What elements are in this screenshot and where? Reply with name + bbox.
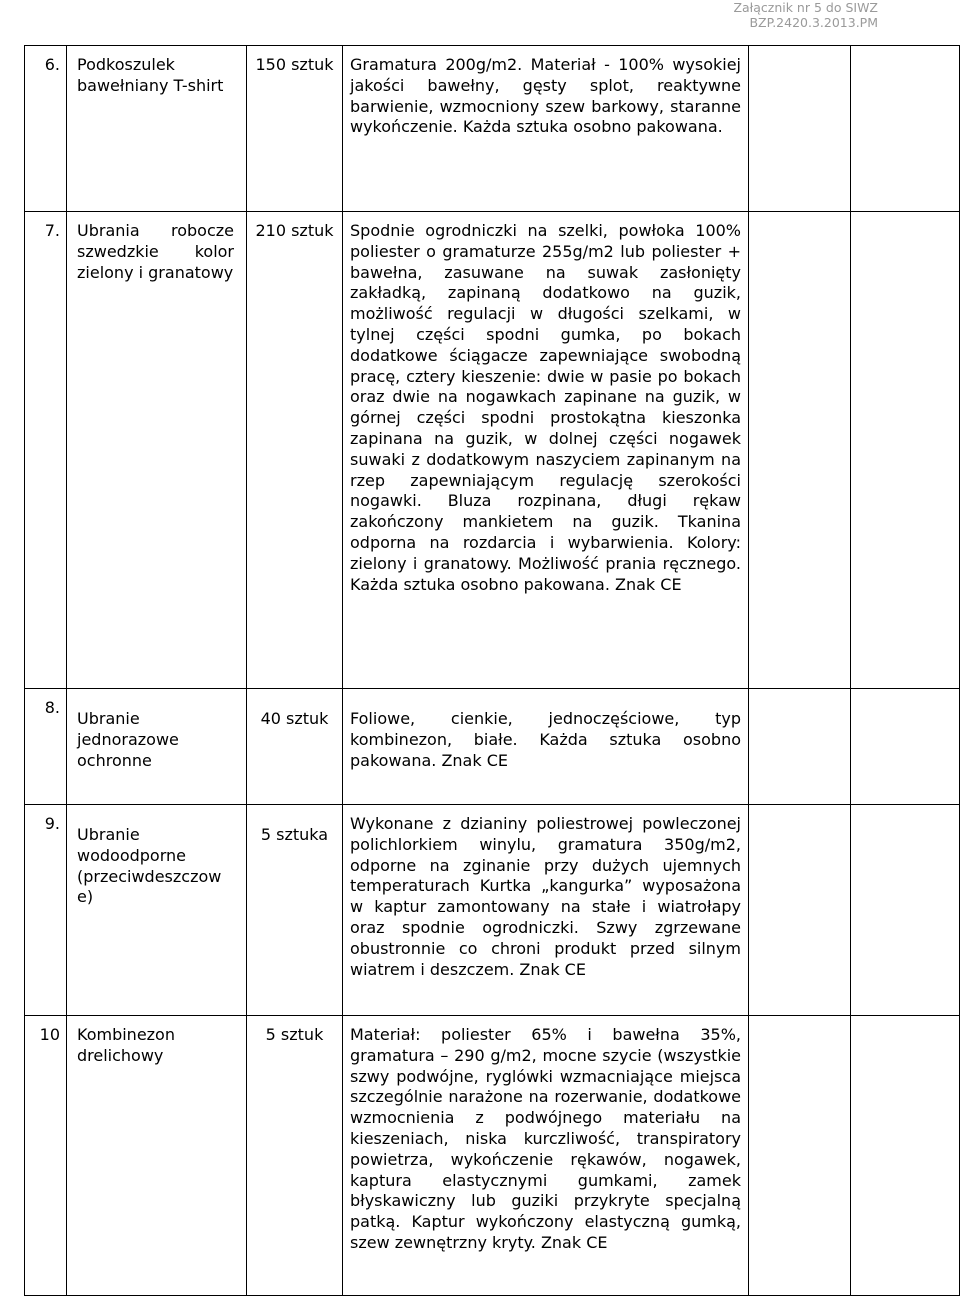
empty-cell xyxy=(749,212,851,689)
item-name: Podkoszulek bawełniany T-shirt xyxy=(67,46,247,212)
item-quantity: 5 sztuka xyxy=(247,805,343,1016)
item-name: Ubranie jednorazowe ochronne xyxy=(67,689,247,805)
empty-cell xyxy=(749,689,851,805)
item-description: Wykonane z dzianiny poliestrowej powleczonej polichlorkiem winylu, gramatura 350g/m2, odporne na zginanie przy dużych ujemnych temperaturach Kurtka „kangurka” wyposażona w kaptur zamontowany na stałe i wiatrołapy oraz spodnie ogrodniczki. Szwy zgrzewane obustronnie co chroni produkt przed silnym wiatrem i deszczem. Znak CE xyxy=(343,805,749,1016)
item-description: Materiał: poliester 65% i bawełna 35%, gramatura – 290 g/m2, mocne szycie (wszystkie szwy podwójne, ryglówki wzmacniające miejsca szczególnie narażone na rozerwanie, dodatkowe wzmocnienia z podwójnego materiału na kieszeniach, niska kurczliwość, transpiratory powietrza, wykończenie rękawów, nogawek, kaptura elastycznymi gumkami, zamek błyskawiczny lub guziki przykryte specjalną patką. Kaptur wykończony elastyczną gumką, szew zewnętrzny kryty. Znak CE xyxy=(343,1016,749,1296)
table-row xyxy=(25,689,960,805)
row-number: 9. xyxy=(25,805,67,1016)
item-description: Gramatura 200g/m2. Materiał - 100% wysokiej jakości bawełny, gęsty splot, reaktywne barwienie, wzmocniony szew barkowy, staranne wykończenie. Każda sztuka osobno pakowana. xyxy=(343,46,749,212)
table-row xyxy=(25,46,960,212)
empty-cell xyxy=(851,46,960,212)
empty-cell xyxy=(851,689,960,805)
reference-number: BZP.2420.3.2013.PM xyxy=(749,15,878,30)
item-quantity: 150 sztuk xyxy=(247,46,343,212)
row-number: 7. xyxy=(25,212,67,689)
empty-cell xyxy=(749,46,851,212)
empty-cell xyxy=(851,212,960,689)
item-description: Foliowe, cienkie, jednoczęściowe, typ kombinezon, białe. Każda sztuka osobno pakowana. Znak CE xyxy=(343,689,749,805)
attachment-label: Załącznik nr 5 do SIWZ xyxy=(733,0,878,15)
document-header xyxy=(578,0,878,30)
empty-cell xyxy=(851,805,960,1016)
table-row xyxy=(25,1016,960,1296)
empty-cell xyxy=(749,805,851,1016)
item-quantity: 40 sztuk xyxy=(247,689,343,805)
empty-cell xyxy=(749,1016,851,1296)
row-number: 10 xyxy=(25,1016,67,1296)
row-number: 8. xyxy=(25,689,67,805)
item-name: Ubranie wodoodporne (przeciwdeszczow e) xyxy=(67,805,247,1016)
table-row xyxy=(25,805,960,1016)
empty-cell xyxy=(851,1016,960,1296)
item-description: Spodnie ogrodniczki na szelki, powłoka 100% poliester o gramaturze 255g/m2 lub poliester + bawełna, zasuwane na suwak zasłonięty zakładką, zapinaną dodatkowo na guzik, możliwość regulacji w długości szelkami, w tylnej części spodni gumka, po bokach dodatkowe ściągacze zapewniające swobodną pracę, cztery kieszenie: dwie w pasie po bokach oraz dwie na nogawkach zapinane na guzik, w górnej części spodni prostokątna kieszonka zapinana na guzik, w dolnej części nogawek suwaki z dodatkowym naszyciem zapinanym na rzep zapewniającym regulację szerokości nogawki. Bluza rozpinana, długi rękaw zakończony mankietem na guzik. Tkanina odporna na rozdarcia i wybarwienia. Kolory: zielony i granatowy. Możliwość prania ręcznego. Każda sztuka osobno pakowana. Znak CE xyxy=(343,212,749,689)
specification-table xyxy=(24,45,960,1296)
item-name: Kombinezon drelichowy xyxy=(67,1016,247,1296)
table-row xyxy=(25,212,960,689)
item-quantity: 210 sztuk xyxy=(247,212,343,689)
item-quantity: 5 sztuk xyxy=(247,1016,343,1296)
item-name: Ubrania robocze szwedzkie kolor zielony i granatowy xyxy=(67,212,247,689)
row-number: 6. xyxy=(25,46,67,212)
